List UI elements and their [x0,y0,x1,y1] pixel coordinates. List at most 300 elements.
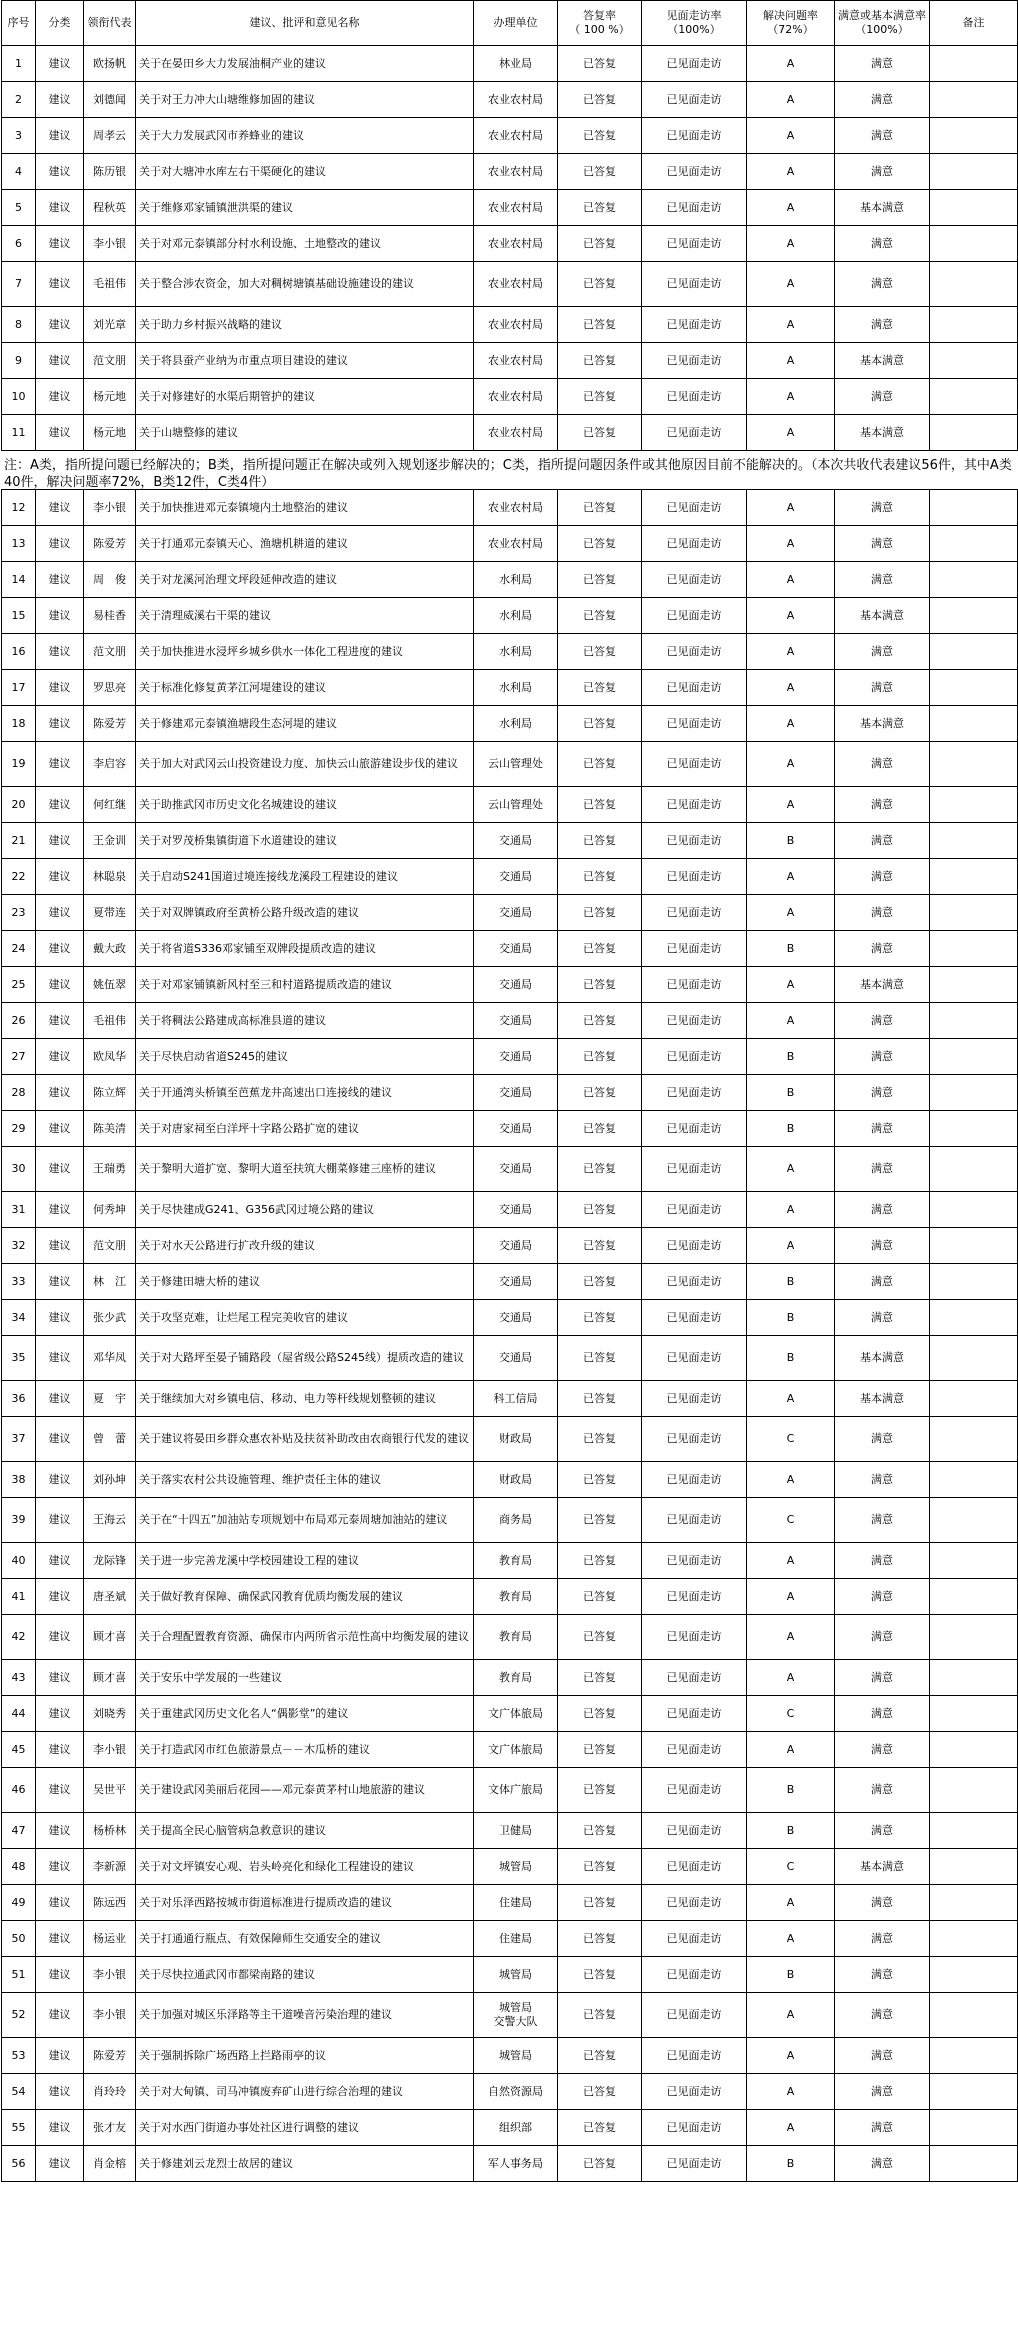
visit-rate-cell: 已见面走访 [642,1462,747,1498]
solve-rate-cell: A [747,262,835,307]
row-number-cell: 48 [2,1849,36,1885]
satisfaction-cell: 满意 [835,1039,930,1075]
table-row [2,634,1018,670]
proposal-title-cell: 关于打通邓元泰镇天心、渔塘机耕道的建议 [136,526,474,562]
table-row [2,1228,1018,1264]
reply-rate-cell: 已答复 [558,1039,642,1075]
handling-unit-cell: 交通局 [474,1075,558,1111]
category-cell: 建议 [36,742,84,787]
reply-rate-cell: 已答复 [558,1336,642,1381]
handling-unit-cell: 农业农村局 [474,415,558,451]
solve-rate-cell: A [747,46,835,82]
row-number-cell: 12 [2,490,36,526]
remark-cell [930,1660,1018,1696]
satisfaction-cell: 满意 [835,379,930,415]
solve-rate-cell: A [747,190,835,226]
reply-rate-cell: 已答复 [558,307,642,343]
proposal-title-cell: 关于山塘整修的建议 [136,415,474,451]
proposal-title-cell: 关于建设武冈美丽后花园——邓元泰黄茅村山地旅游的建议 [136,1768,474,1813]
solve-rate-cell: B [747,1264,835,1300]
remark-cell [930,1543,1018,1579]
solve-rate-cell: B [747,1813,835,1849]
category-cell: 建议 [36,526,84,562]
handling-unit-cell: 自然资源局 [474,2074,558,2110]
proposal-title-cell: 关于加快推进邓元泰镇境内土地整治的建议 [136,490,474,526]
solve-rate-cell: A [747,1228,835,1264]
solve-rate-cell: B [747,1111,835,1147]
proposal-title-cell: 关于重建武冈历史文化名人“偶影堂”的建议 [136,1696,474,1732]
remark-cell [930,823,1018,859]
solve-rate-cell: A [747,415,835,451]
row-number-cell: 29 [2,1111,36,1147]
category-cell: 建议 [36,1768,84,1813]
row-number-cell: 32 [2,1228,36,1264]
table-footnote: 注：A类，指所提问题已经解决的；B类，指所提问题正在解决或列入规划逐步解决的；C类，指所提问题因条件或其他原因目前不能解决的。（本次共收代表建议56件，其中A类40件，解决问题率72%，B类12件，C类4件） [4,458,1012,490]
handling-unit-cell: 交通局 [474,823,558,859]
visit-rate-cell: 已见面走访 [642,415,747,451]
satisfaction-cell: 满意 [835,1192,930,1228]
row-number-cell: 1 [2,46,36,82]
representative-cell: 王金训 [84,823,136,859]
proposal-title-cell: 关于开通湾头桥镇至芭蕉龙井高速出口连接线的建议 [136,1075,474,1111]
reply-rate-cell: 已答复 [558,262,642,307]
solve-rate-cell: A [747,706,835,742]
row-number-cell: 50 [2,1921,36,1957]
representative-cell: 范文朋 [84,634,136,670]
proposal-title-cell: 关于助推武冈市历史文化名城建设的建议 [136,787,474,823]
satisfaction-cell: 满意 [835,2038,930,2074]
category-cell: 建议 [36,343,84,379]
remark-cell [930,307,1018,343]
visit-rate-cell: 已见面走访 [642,190,747,226]
satisfaction-cell: 满意 [835,670,930,706]
reply-rate-cell: 已答复 [558,1111,642,1147]
satisfaction-cell: 满意 [835,2110,930,2146]
representative-cell: 张少武 [84,1300,136,1336]
row-number-cell: 42 [2,1615,36,1660]
handling-unit-cell: 卫健局 [474,1813,558,1849]
satisfaction-cell: 满意 [835,1921,930,1957]
remark-cell [930,1957,1018,1993]
visit-rate-cell: 已见面走访 [642,967,747,1003]
remark-cell [930,2074,1018,2110]
category-cell: 建议 [36,2074,84,2110]
solve-rate-cell: A [747,343,835,379]
visit-rate-cell: 已见面走访 [642,1111,747,1147]
category-cell: 建议 [36,634,84,670]
solve-rate-cell: A [747,490,835,526]
solve-rate-cell: A [747,1615,835,1660]
row-number-cell: 25 [2,967,36,1003]
reply-rate-cell: 已答复 [558,1696,642,1732]
proposal-title-cell: 关于清理威溪右干渠的建议 [136,598,474,634]
satisfaction-cell: 基本满意 [835,415,930,451]
proposal-title-cell: 关于启动S241国道过境连接线龙溪段工程建设的建议 [136,859,474,895]
proposal-title-cell: 关于对邓元泰镇部分村水利设施、土地整改的建议 [136,226,474,262]
solve-rate-cell: A [747,2038,835,2074]
proposal-table-part-2 [1,489,1018,2182]
visit-rate-cell: 已见面走访 [642,931,747,967]
row-number-cell: 17 [2,670,36,706]
proposal-title-cell: 关于对龙溪河治理文坪段延伸改造的建议 [136,562,474,598]
satisfaction-cell: 满意 [835,895,930,931]
row-number-cell: 34 [2,1300,36,1336]
row-number-cell: 31 [2,1192,36,1228]
remark-cell [930,262,1018,307]
handling-unit-cell: 交通局 [474,1039,558,1075]
satisfaction-cell: 满意 [835,562,930,598]
handling-unit-cell: 文广体旅局 [474,1732,558,1768]
solve-rate-cell: A [747,2110,835,2146]
solve-rate-cell: A [747,859,835,895]
representative-cell: 毛祖伟 [84,1003,136,1039]
table-row [2,706,1018,742]
category-cell: 建议 [36,1696,84,1732]
remark-cell [930,1849,1018,1885]
row-number-cell: 5 [2,190,36,226]
representative-cell: 陈远西 [84,1885,136,1921]
row-number-cell: 26 [2,1003,36,1039]
satisfaction-cell: 满意 [835,1813,930,1849]
representative-cell: 李新源 [84,1849,136,1885]
remark-cell [930,1336,1018,1381]
visit-rate-cell: 已见面走访 [642,526,747,562]
reply-rate-cell: 已答复 [558,2038,642,2074]
visit-rate-cell: 已见面走访 [642,1075,747,1111]
category-cell: 建议 [36,787,84,823]
remark-cell [930,226,1018,262]
representative-cell: 欧扬帆 [84,46,136,82]
remark-cell [930,1885,1018,1921]
representative-cell: 李小银 [84,1957,136,1993]
satisfaction-cell: 满意 [835,1111,930,1147]
table-row [2,1003,1018,1039]
representative-cell: 曾 蕾 [84,1417,136,1462]
satisfaction-cell: 基本满意 [835,967,930,1003]
handling-unit-cell: 农业农村局 [474,82,558,118]
handling-unit-cell: 农业农村局 [474,154,558,190]
satisfaction-cell: 基本满意 [835,190,930,226]
solve-rate-cell: A [747,307,835,343]
representative-cell: 何秀坤 [84,1192,136,1228]
category-cell: 建议 [36,1993,84,2038]
row-number-cell: 40 [2,1543,36,1579]
solve-rate-cell: A [747,1543,835,1579]
table-row [2,787,1018,823]
table-row [2,190,1018,226]
representative-cell: 范文朋 [84,343,136,379]
remark-cell [930,670,1018,706]
representative-cell: 夏带连 [84,895,136,931]
satisfaction-cell: 满意 [835,226,930,262]
row-number-cell: 6 [2,226,36,262]
remark-cell [930,1768,1018,1813]
remark-cell [930,1993,1018,2038]
handling-unit-cell: 水利局 [474,598,558,634]
proposal-title-cell: 关于加强对城区乐泽路等主干道噪音污染治理的建议 [136,1993,474,2038]
row-number-cell: 14 [2,562,36,598]
table-row [2,1885,1018,1921]
visit-rate-cell: 已见面走访 [642,1336,747,1381]
category-cell: 建议 [36,262,84,307]
proposal-title-cell: 关于安乐中学发展的一些建议 [136,1660,474,1696]
satisfaction-cell: 满意 [835,1696,930,1732]
handling-unit-cell: 交通局 [474,1003,558,1039]
category-cell: 建议 [36,706,84,742]
representative-cell: 唐圣斌 [84,1579,136,1615]
remark-cell [930,1498,1018,1543]
handling-unit-cell: 城管局 [474,1957,558,1993]
handling-unit-cell: 教育局 [474,1543,558,1579]
row-number-cell: 52 [2,1993,36,2038]
representative-cell: 顾才喜 [84,1615,136,1660]
handling-unit-cell: 城管局 交警大队 [474,1993,558,2038]
row-number-cell: 30 [2,1147,36,1192]
category-cell: 建议 [36,1660,84,1696]
visit-rate-cell: 已见面走访 [642,1921,747,1957]
handling-unit-cell: 财政局 [474,1417,558,1462]
solve-rate-cell: A [747,1732,835,1768]
table-row [2,742,1018,787]
table-row [2,343,1018,379]
reply-rate-cell: 已答复 [558,1003,642,1039]
representative-cell: 龙际锋 [84,1543,136,1579]
proposal-title-cell: 关于打通通行瓶点、有效保障师生交通安全的建议 [136,1921,474,1957]
remark-cell [930,562,1018,598]
category-cell: 建议 [36,1264,84,1300]
representative-cell: 欧凤华 [84,1039,136,1075]
handling-unit-cell: 交通局 [474,931,558,967]
reply-rate-cell: 已答复 [558,2146,642,2182]
table-row [2,1660,1018,1696]
solve-rate-cell: A [747,1885,835,1921]
reply-rate-cell: 已答复 [558,562,642,598]
satisfaction-cell: 满意 [835,1885,930,1921]
category-cell: 建议 [36,1075,84,1111]
category-cell: 建议 [36,118,84,154]
reply-rate-cell: 已答复 [558,379,642,415]
header-visit: 见面走访率 （100%） [642,1,747,46]
table-row [2,1696,1018,1732]
visit-rate-cell: 已见面走访 [642,1192,747,1228]
reply-rate-cell: 已答复 [558,706,642,742]
solve-rate-cell: A [747,1462,835,1498]
solve-rate-cell: A [747,118,835,154]
reply-rate-cell: 已答复 [558,1615,642,1660]
proposal-title-cell: 关于进一步完善龙溪中学校园建设工程的建议 [136,1543,474,1579]
table-row [2,1147,1018,1192]
handling-unit-cell: 交通局 [474,1111,558,1147]
representative-cell: 林 江 [84,1264,136,1300]
row-number-cell: 7 [2,262,36,307]
row-number-cell: 35 [2,1336,36,1381]
solve-rate-cell: A [747,154,835,190]
table-row [2,2110,1018,2146]
category-cell: 建议 [36,895,84,931]
remark-cell [930,1075,1018,1111]
reply-rate-cell: 已答复 [558,154,642,190]
representative-cell: 易桂香 [84,598,136,634]
header-reply: 答复率 （ 100 %） [558,1,642,46]
remark-cell [930,1264,1018,1300]
remark-cell [930,859,1018,895]
category-cell: 建议 [36,1543,84,1579]
handling-unit-cell: 水利局 [474,562,558,598]
reply-rate-cell: 已答复 [558,742,642,787]
reply-rate-cell: 已答复 [558,823,642,859]
reply-rate-cell: 已答复 [558,226,642,262]
solve-rate-cell: C [747,1849,835,1885]
proposal-title-cell: 关于对修建好的水渠后期管护的建议 [136,379,474,415]
representative-cell: 刘晓秀 [84,1696,136,1732]
reply-rate-cell: 已答复 [558,1192,642,1228]
row-number-cell: 44 [2,1696,36,1732]
row-number-cell: 39 [2,1498,36,1543]
remark-cell [930,2110,1018,2146]
category-cell: 建议 [36,1813,84,1849]
row-number-cell: 15 [2,598,36,634]
visit-rate-cell: 已见面走访 [642,2038,747,2074]
representative-cell: 夏 宇 [84,1381,136,1417]
category-cell: 建议 [36,1579,84,1615]
category-cell: 建议 [36,1300,84,1336]
proposal-title-cell: 关于将省道S336邓家铺至双牌段提质改造的建议 [136,931,474,967]
visit-rate-cell: 已见面走访 [642,1768,747,1813]
reply-rate-cell: 已答复 [558,787,642,823]
reply-rate-cell: 已答复 [558,1921,642,1957]
reply-rate-cell: 已答复 [558,634,642,670]
solve-rate-cell: B [747,1957,835,1993]
satisfaction-cell: 满意 [835,859,930,895]
representative-cell: 陈爱芳 [84,2038,136,2074]
proposal-title-cell: 关于攻坚克难，让烂尾工程完美收官的建议 [136,1300,474,1336]
proposal-title-cell: 关于对双牌镇政府至黄桥公路升级改造的建议 [136,895,474,931]
proposal-title-cell: 关于对王力冲大山塘维修加固的建议 [136,82,474,118]
remark-cell [930,154,1018,190]
category-cell: 建议 [36,1228,84,1264]
handling-unit-cell: 交通局 [474,1192,558,1228]
proposal-title-cell: 关于大力发展武冈市养蜂业的建议 [136,118,474,154]
reply-rate-cell: 已答复 [558,1579,642,1615]
proposal-title-cell: 关于尽快启动省道S245的建议 [136,1039,474,1075]
handling-unit-cell: 农业农村局 [474,307,558,343]
visit-rate-cell: 已见面走访 [642,562,747,598]
solve-rate-cell: A [747,967,835,1003]
satisfaction-cell: 满意 [835,1768,930,1813]
category-cell: 建议 [36,823,84,859]
remark-cell [930,1615,1018,1660]
row-number-cell: 27 [2,1039,36,1075]
visit-rate-cell: 已见面走访 [642,1993,747,2038]
visit-rate-cell: 已见面走访 [642,1147,747,1192]
reply-rate-cell: 已答复 [558,1264,642,1300]
remark-cell [930,634,1018,670]
category-cell: 建议 [36,190,84,226]
handling-unit-cell: 财政局 [474,1462,558,1498]
handling-unit-cell: 交通局 [474,1300,558,1336]
row-number-cell: 36 [2,1381,36,1417]
proposal-title-cell: 关于在“十四五”加油站专项规划中布局邓元泰周塘加油站的建议 [136,1498,474,1543]
proposal-title-cell: 关于对大甸镇、司马冲镇废弃矿山进行综合治理的建议 [136,2074,474,2110]
remark-cell [930,1417,1018,1462]
reply-rate-cell: 已答复 [558,931,642,967]
solve-rate-cell: B [747,1768,835,1813]
remark-cell [930,526,1018,562]
table-row [2,46,1018,82]
representative-cell: 陈历银 [84,154,136,190]
table-row [2,82,1018,118]
satisfaction-cell: 满意 [835,823,930,859]
category-cell: 建议 [36,1147,84,1192]
representative-cell: 王海云 [84,1498,136,1543]
visit-rate-cell: 已见面走访 [642,1543,747,1579]
handling-unit-cell: 水利局 [474,706,558,742]
handling-unit-cell: 水利局 [474,670,558,706]
remark-cell [930,967,1018,1003]
representative-cell: 邓华凤 [84,1336,136,1381]
solve-rate-cell: A [747,1192,835,1228]
remark-cell [930,1813,1018,1849]
reply-rate-cell: 已答复 [558,490,642,526]
handling-unit-cell: 交通局 [474,895,558,931]
handling-unit-cell: 交通局 [474,1228,558,1264]
row-number-cell: 19 [2,742,36,787]
proposal-title-cell: 关于建议将晏田乡群众惠农补贴及扶贫补助改由农商银行代发的建议 [136,1417,474,1462]
handling-unit-cell: 教育局 [474,1579,558,1615]
representative-cell: 戴大政 [84,931,136,967]
handling-unit-cell: 交通局 [474,1336,558,1381]
proposal-title-cell: 关于尽快拉通武冈市都梁南路的建议 [136,1957,474,1993]
proposal-title-cell: 关于加快推进水浸坪乡城乡供水一体化工程进度的建议 [136,634,474,670]
table-row [2,2038,1018,2074]
solve-rate-cell: A [747,2074,835,2110]
remark-cell [930,1192,1018,1228]
table-row [2,1579,1018,1615]
proposal-title-cell: 关于对邓家铺镇新风村至三和村道路提质改造的建议 [136,967,474,1003]
table-row [2,931,1018,967]
solve-rate-cell: B [747,2146,835,2182]
reply-rate-cell: 已答复 [558,1885,642,1921]
satisfaction-cell: 满意 [835,1732,930,1768]
table-row [2,1957,1018,1993]
remark-cell [930,190,1018,226]
proposal-title-cell: 关于对水西门街道办事处社区进行调整的建议 [136,2110,474,2146]
table-row [2,1615,1018,1660]
satisfaction-cell: 满意 [835,46,930,82]
visit-rate-cell: 已见面走访 [642,634,747,670]
representative-cell: 吴世平 [84,1768,136,1813]
representative-cell: 李启容 [84,742,136,787]
visit-rate-cell: 已见面走访 [642,1300,747,1336]
row-number-cell: 21 [2,823,36,859]
handling-unit-cell: 科工信局 [474,1381,558,1417]
table-header-row [2,1,1018,46]
proposal-title-cell: 关于对罗茂桥集镇街道下水道建设的建议 [136,823,474,859]
solve-rate-cell: A [747,895,835,931]
satisfaction-cell: 满意 [835,82,930,118]
handling-unit-cell: 城管局 [474,2038,558,2074]
visit-rate-cell: 已见面走访 [642,307,747,343]
remark-cell [930,1228,1018,1264]
row-number-cell: 37 [2,1417,36,1462]
reply-rate-cell: 已答复 [558,1957,642,1993]
row-number-cell: 11 [2,415,36,451]
reply-rate-cell: 已答复 [558,2110,642,2146]
satisfaction-cell: 满意 [835,742,930,787]
visit-rate-cell: 已见面走访 [642,46,747,82]
row-number-cell: 8 [2,307,36,343]
reply-rate-cell: 已答复 [558,1381,642,1417]
